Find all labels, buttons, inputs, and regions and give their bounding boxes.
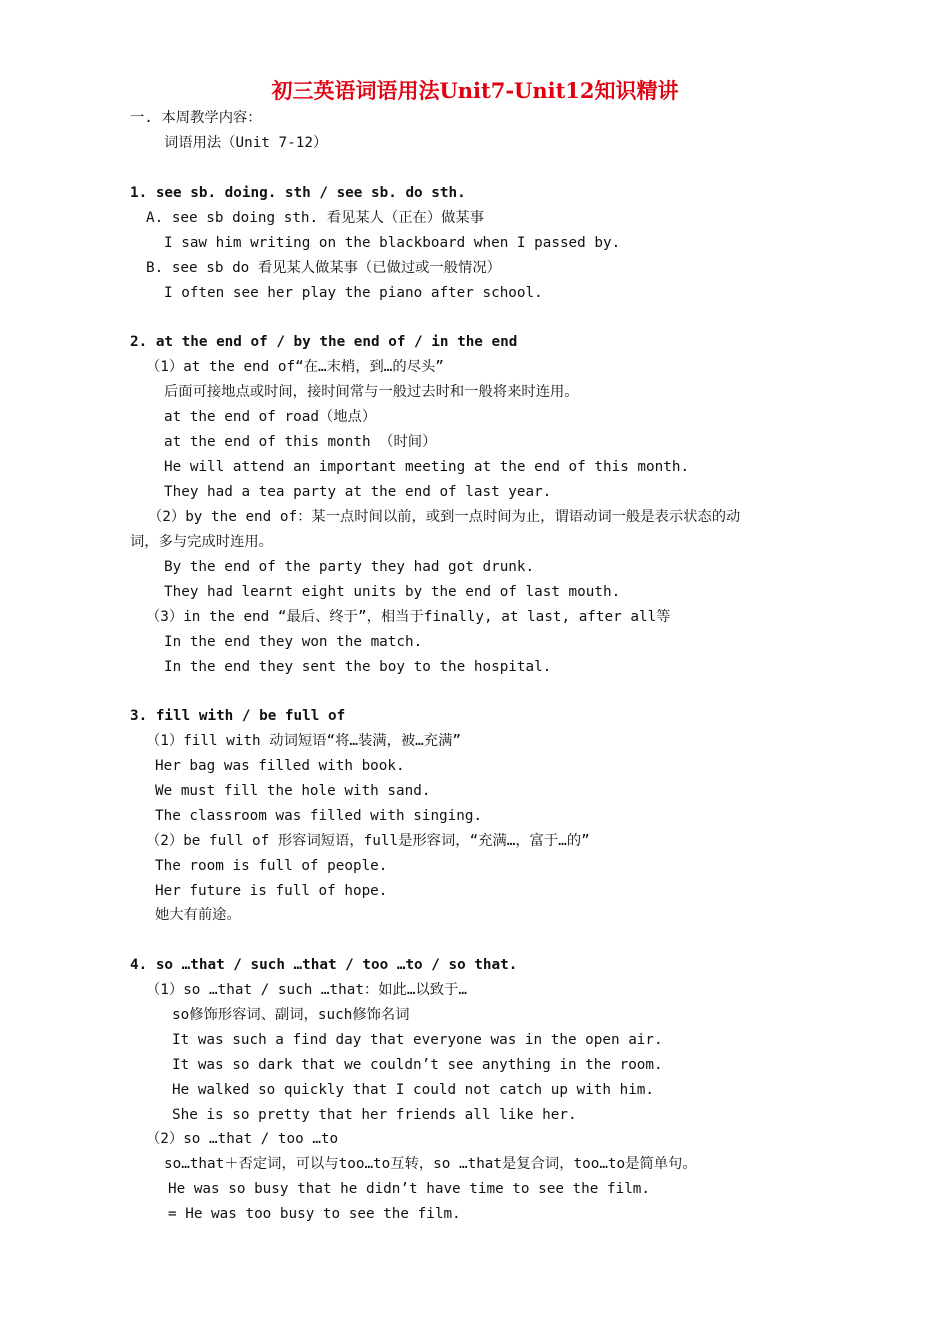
text-line: so修饰形容词、副词，such修饰名词	[172, 1007, 410, 1023]
section-heading: 1. see sb. doing. sth / see sb. do sth.	[130, 185, 466, 201]
text-line: （3）in the end “最后、终于”，相当于finally, at last, after all等	[146, 609, 671, 625]
text-line: It was such a find day that everyone was in the open air.	[172, 1032, 663, 1048]
text-line: 词语用法（Unit 7-12）	[164, 135, 328, 151]
text-line: 词，多与完成时连用。	[130, 534, 273, 550]
text-line: The classroom was filled with singing.	[155, 808, 483, 824]
text-line: （2）by the end of：某一点时间以前，或到一点时间为止，谓语动词一般是表示状态的动	[148, 509, 741, 525]
text-line: 后面可接地点或时间，接时间常与一般过去时和一般将来时连用。	[164, 384, 579, 400]
section-heading: 4. so …that / such …that / too …to / so that.	[130, 957, 518, 973]
text-line: He was so busy that he didn’t have time to see the film.	[168, 1181, 651, 1197]
text-line: In the end they sent the boy to the hospital.	[164, 659, 552, 675]
text-line: I often see her play the piano after school.	[164, 285, 543, 301]
text-line: 她大有前途。	[155, 907, 241, 923]
text-line: I saw him writing on the blackboard when I passed by.	[164, 235, 621, 251]
text-line: A. see sb doing sth. 看见某人（正在）做某事	[146, 210, 485, 226]
page-title: 初三英语词语用法Unit7-Unit12知识精讲	[271, 78, 679, 103]
text-line: She is so pretty that her friends all like her.	[172, 1107, 577, 1123]
text-line: 一. 本周教学内容：	[130, 110, 262, 126]
text-line: at the end of this month （时间）	[164, 434, 437, 450]
text-line: （1）fill with 动词短语“将…装满，被…充满”	[146, 733, 461, 749]
text-line: He will attend an important meeting at the end of this month.	[164, 459, 690, 475]
text-line: It was so dark that we couldn’t see anything in the room.	[172, 1057, 663, 1073]
text-line: They had a tea party at the end of last year.	[164, 484, 552, 500]
text-line: Her bag was filled with book.	[155, 758, 405, 774]
text-line: so…that＋否定词，可以与too…to互转，so …that是复合词，too…to是简单句。	[164, 1156, 697, 1172]
text-line: （1）so …that / such …that：如此…以致于…	[146, 982, 467, 998]
section-heading: 3. fill with / be full of	[130, 708, 346, 724]
text-line: Her future is full of hope.	[155, 883, 388, 899]
section-heading: 2. at the end of / by the end of / in the end	[130, 334, 518, 350]
text-line: He walked so quickly that I could not catch up with him.	[172, 1082, 655, 1098]
text-line: B. see sb do 看见某人做某事（已做过或一般情况）	[146, 260, 501, 276]
text-line: They had learnt eight units by the end of last mouth.	[164, 584, 621, 600]
text-line: = He was too busy to see the film.	[168, 1206, 461, 1222]
text-line: We must fill the hole with sand.	[155, 783, 431, 799]
text-line: （1）at the end of“在…末梢，到…的尽头”	[146, 359, 444, 375]
text-line: （2）be full of 形容词短语，full是形容词，“充满…，富于…的”	[146, 833, 590, 849]
text-line: The room is full of people.	[155, 858, 388, 874]
text-line: （2）so …that / too …to	[146, 1131, 339, 1147]
text-line: In the end they won the match.	[164, 634, 423, 650]
text-line: By the end of the party they had got drunk.	[164, 559, 535, 575]
text-line: at the end of road（地点）	[164, 409, 377, 425]
